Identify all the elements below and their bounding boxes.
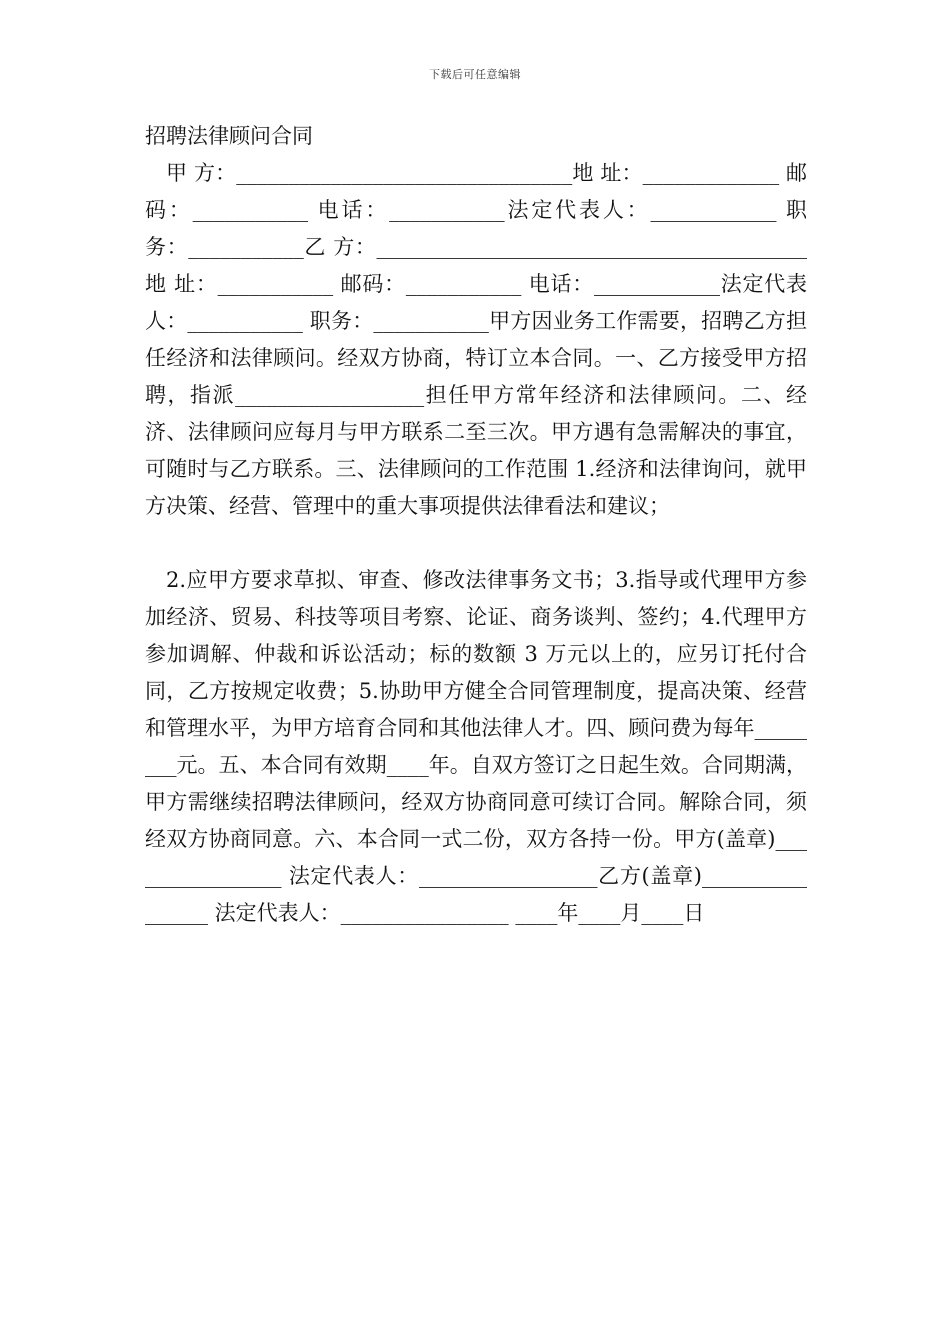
header-note: 下载后可任意编辑 [429, 68, 521, 81]
document-body [145, 118, 807, 932]
contract-paragraph-1: 甲 方：________________________________地 址：_____________ 邮码：___________ 电话：___________法定代表人：____________ 职务：___________乙 方：_________________________________________地 址：___________ 邮码：___________ 电话：____________法定代表人：___________ 职务：___________甲方因业务工作需要，招聘乙方担任经济和法律顾问。经双方协商，特订立本合同。一、乙方接受甲方招聘，指派__________________担任甲方常年经济和法律顾问。二、经济、法律顾问应每月与甲方联系二至三次。甲方遇有急需解决的事宜，可随时与乙方联系。三、法律顾问的工作范围 1.经济和法律询问，就甲方决策、经营、管理中的重大事项提供法律看法和建议； [145, 161, 807, 518]
contract-paragraph-2: 2.应甲方要求草拟、审查、修改法律事务文书；3.指导或代理甲方参加经济、贸易、科技等项目考察、论证、商务谈判、签约；4.代理甲方参加调解、仲裁和诉讼活动；标的数额 3 万元以上的，应另订托付合同，乙方按规定收费；5.协助甲方健全合同管理制度，提高决策、经营和管理水平，为甲方培育合同和其他法律人才。四、顾问费为每年________元。五、本合同有效期____年。自双方签订之日起生效。合同期满，甲方需继续招聘法律顾问，经双方协商同意可续订合同。解除合同，须经双方协商同意。六、本合同一式二份，双方各持一份。甲方(盖章)________________ 法定代表人：_________________乙方(盖章)________________ 法定代表人：________________ ____年____月____日 [145, 568, 807, 925]
document-title: 招聘法律顾问合同 [145, 124, 313, 148]
